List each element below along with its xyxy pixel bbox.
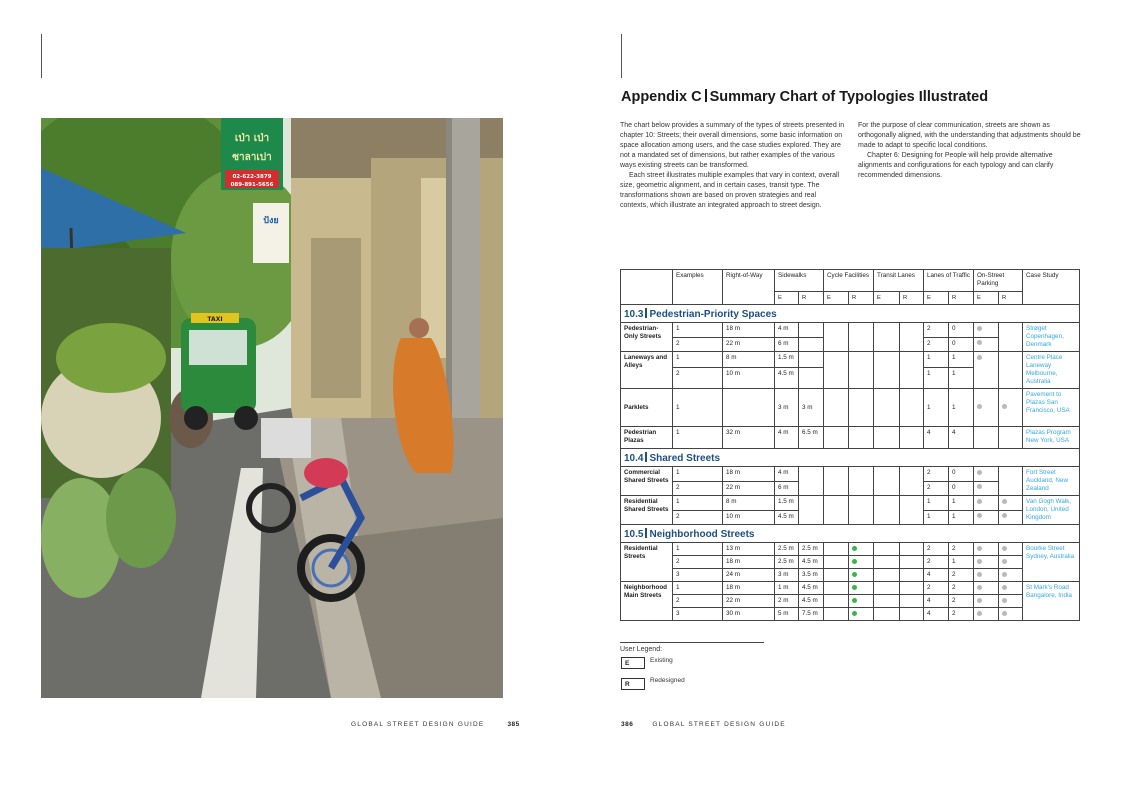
right-page — [561, 0, 1123, 794]
sub-r: R — [999, 292, 1023, 305]
intro-paragraph-2: Each street illustrates multiple examples that vary in context, overall size, geometric alignment, and in certain cases, transit type. The transformations shown are based on proven strategies and real contexts, which illustrate an integrated approach to street design. — [620, 172, 840, 209]
case-study-link[interactable]: Strøget Copenhagen, Denmark — [1023, 323, 1080, 352]
sub-r: R — [900, 292, 924, 305]
section-title: 10.4 Shared Streets — [621, 449, 1080, 467]
grey-dot — [1002, 585, 1007, 590]
title-appendix: Appendix C — [621, 89, 702, 105]
sub-e: E — [775, 292, 799, 305]
case-study-link[interactable]: Centre Place Laneway Melbourne, Australia — [1023, 352, 1080, 389]
legend-title: User Legend: — [620, 646, 663, 653]
left-footer — [351, 721, 520, 728]
green-dot — [852, 611, 857, 616]
table-row: Residential Shared Streets 1 8 m 1.5 m 1 1 Van Gogh Walk, London, United Kingdom — [621, 496, 1080, 511]
legend-label-redesigned: Redesigned — [650, 677, 685, 684]
sub-e: E — [874, 292, 900, 305]
grey-dot — [1002, 559, 1007, 564]
grey-dot — [977, 326, 982, 331]
legend-key-redesigned: R — [621, 678, 645, 690]
right-footer-title: GLOBAL STREET DESIGN GUIDE — [652, 721, 786, 728]
header-cycle-facilities: Cycle Facilities — [824, 270, 874, 292]
shop-sign-phone1: 02-622-3879 — [232, 174, 272, 180]
crop-mark — [621, 34, 622, 78]
grey-dot — [977, 355, 982, 360]
green-dot — [852, 598, 857, 603]
header-transit-lanes: Transit Lanes — [874, 270, 924, 292]
grey-dot — [977, 404, 982, 409]
table-row: 2 22 m 6 m 2 0 — [621, 337, 1080, 352]
typology-name: Residential Streets — [621, 543, 673, 582]
grey-dot — [977, 585, 982, 590]
sub-r: R — [949, 292, 974, 305]
typology-name: Neighborhood Main Streets — [621, 582, 673, 621]
grey-dot — [1002, 513, 1007, 518]
section-row — [621, 305, 1080, 323]
table-row: Parklets 1 3 m 3 m 1 1 Pavement to Plazas San Francisco, USA — [621, 389, 1080, 427]
intro-paragraph-3: For the purpose of clear communication, streets are shown as orthogonally aligned, with the understanding that adjustments should be made to adapt to specific local conditions. — [858, 122, 1081, 149]
header-lanes-of-traffic: Lanes of Traffic — [924, 270, 974, 292]
header-on-street-parking: On-Street Parking — [974, 270, 1023, 292]
section-title: 10.5 Neighborhood Streets — [621, 525, 1080, 543]
typology-name: Commercial Shared Streets — [621, 467, 673, 496]
header-examples: Examples — [673, 270, 723, 292]
green-dot — [852, 585, 857, 590]
table-row: 2 22 m 2 m 4.5 m 4 2 — [621, 595, 1080, 608]
green-dot — [852, 546, 857, 551]
shop-sign-phone2: 089-891-5656 — [230, 182, 274, 188]
section-title: 10.3 Pedestrian-Priority Spaces — [621, 305, 1080, 323]
case-study-link[interactable]: Fort Street Auckland, New Zealand — [1023, 467, 1080, 496]
page-title — [621, 89, 988, 105]
grey-dot — [1002, 499, 1007, 504]
header-sidewalks: Sidewalks — [775, 270, 824, 292]
grey-dot — [977, 546, 982, 551]
case-study-link[interactable]: Van Gogh Walk, London, United Kingdom — [1023, 496, 1080, 525]
intro-paragraph-4: Chapter 6: Designing for People will help provide alternative alignments and configurations for each typology and can clarify recommended dimensions. — [858, 152, 1054, 179]
grey-dot — [1002, 572, 1007, 577]
right-footer — [621, 721, 786, 728]
grey-dot — [1002, 611, 1007, 616]
typology-name: Pedestrian Plazas — [621, 427, 673, 449]
left-page — [0, 0, 561, 794]
typology-name: Residential Shared Streets — [621, 496, 673, 525]
grey-dot — [1002, 598, 1007, 603]
grey-dot — [977, 340, 982, 345]
tuk-tuk-taxi-sign: TAXI — [207, 316, 223, 323]
street-scene-illustration — [41, 118, 503, 698]
table-row: 3 24 m 3 m 3.5 m 4 2 — [621, 569, 1080, 582]
typology-summary-table — [620, 269, 1080, 621]
intro-column-1 — [620, 121, 846, 211]
typology-name: Pedestrian-Only Streets — [621, 323, 673, 352]
table-subheader-row — [621, 292, 1080, 305]
street-sign-text: ปังย — [263, 216, 279, 226]
table-row: Pedestrian-Only Streets 1 18 m 4 m 2 0 Strøget Copenhagen, Denmark — [621, 323, 1080, 338]
shop-sign-line1: เป่า เป่า — [234, 133, 270, 144]
table-row: Commercial Shared Streets 1 18 m 4 m 2 0 Fort Street Auckland, New Zealand — [621, 467, 1080, 482]
sub-r: R — [849, 292, 874, 305]
title-main: Summary Chart of Typologies Illustrated — [709, 89, 989, 105]
left-footer-title: GLOBAL STREET DESIGN GUIDE — [351, 721, 485, 728]
sub-r: R — [799, 292, 824, 305]
table-row: 2 10 m 4.5 m 1 1 — [621, 367, 1080, 388]
grey-dot — [977, 572, 982, 577]
grey-dot — [977, 484, 982, 489]
header-blank — [621, 270, 673, 292]
section-row — [621, 525, 1080, 543]
legend-rule — [620, 642, 764, 643]
legend-label-existing: Existing — [650, 657, 673, 664]
grey-dot — [977, 513, 982, 518]
grey-dot — [1002, 404, 1007, 409]
grey-dot — [1002, 546, 1007, 551]
grey-dot — [977, 598, 982, 603]
grey-dot — [977, 499, 982, 504]
sub-e: E — [974, 292, 999, 305]
case-study-link[interactable]: Pavement to Plazas San Francisco, USA — [1023, 389, 1080, 427]
header-case-study: Case Study — [1023, 270, 1080, 305]
crop-mark — [41, 34, 42, 78]
street-photo — [41, 118, 503, 698]
table-row: Neighborhood Main Streets 1 18 m 1 m 4.5 m 2 2 St Mark's Road Bangalore, India — [621, 582, 1080, 595]
left-page-number: 385 — [507, 721, 520, 728]
legend-key-existing: E — [621, 657, 645, 669]
table-row: 2 22 m 6 m 2 0 — [621, 481, 1080, 496]
grey-dot — [977, 611, 982, 616]
typology-name: Parklets — [621, 389, 673, 427]
table-row: 2 10 m 4.5 m 1 1 — [621, 510, 1080, 525]
table-header-row — [621, 270, 1080, 292]
shop-sign-line2: ซาลาเปา — [232, 152, 272, 163]
intro-paragraph-1: The chart below provides a summary of the types of streets presented in chapter 10: Streets; their overall dimensions, some basic information on space allocation among users, and the case studies explored. They are not a mandated set of dimensions, but rather examples of the various ways existing streets can be transformed. — [620, 122, 845, 169]
intro-column-2 — [858, 121, 1084, 181]
table-row: 2 18 m 2.5 m 4.5 m 2 1 — [621, 556, 1080, 569]
grey-dot — [977, 470, 982, 475]
sub-e: E — [924, 292, 949, 305]
table-row: Laneways and Alleys 1 8 m 1.5 m 1 1 Centre Place Laneway Melbourne, Australia — [621, 352, 1080, 368]
green-dot — [852, 559, 857, 564]
green-dot — [852, 572, 857, 577]
right-page-number: 386 — [621, 721, 634, 728]
table-row: 3 30 m 5 m 7.5 m 4 2 — [621, 608, 1080, 621]
case-study-link[interactable]: Plazas Program New York, USA — [1023, 427, 1080, 449]
grey-dot — [977, 559, 982, 564]
header-right-of-way: Right-of-Way — [723, 270, 775, 292]
sub-e: E — [824, 292, 849, 305]
case-study-link[interactable]: St Mark's Road Bangalore, India — [1023, 582, 1080, 621]
typology-name: Laneways and Alleys — [621, 352, 673, 389]
section-row — [621, 449, 1080, 467]
case-study-link[interactable]: Bourke Street Sydney, Australia — [1023, 543, 1080, 582]
table-row: Residential Streets 1 13 m 2.5 m 2.5 m 2 2 Bourke Street Sydney, Australia — [621, 543, 1080, 556]
table-row: Pedestrian Plazas 1 32 m 4 m 6.5 m 4 4 Plazas Program New York, USA — [621, 427, 1080, 449]
